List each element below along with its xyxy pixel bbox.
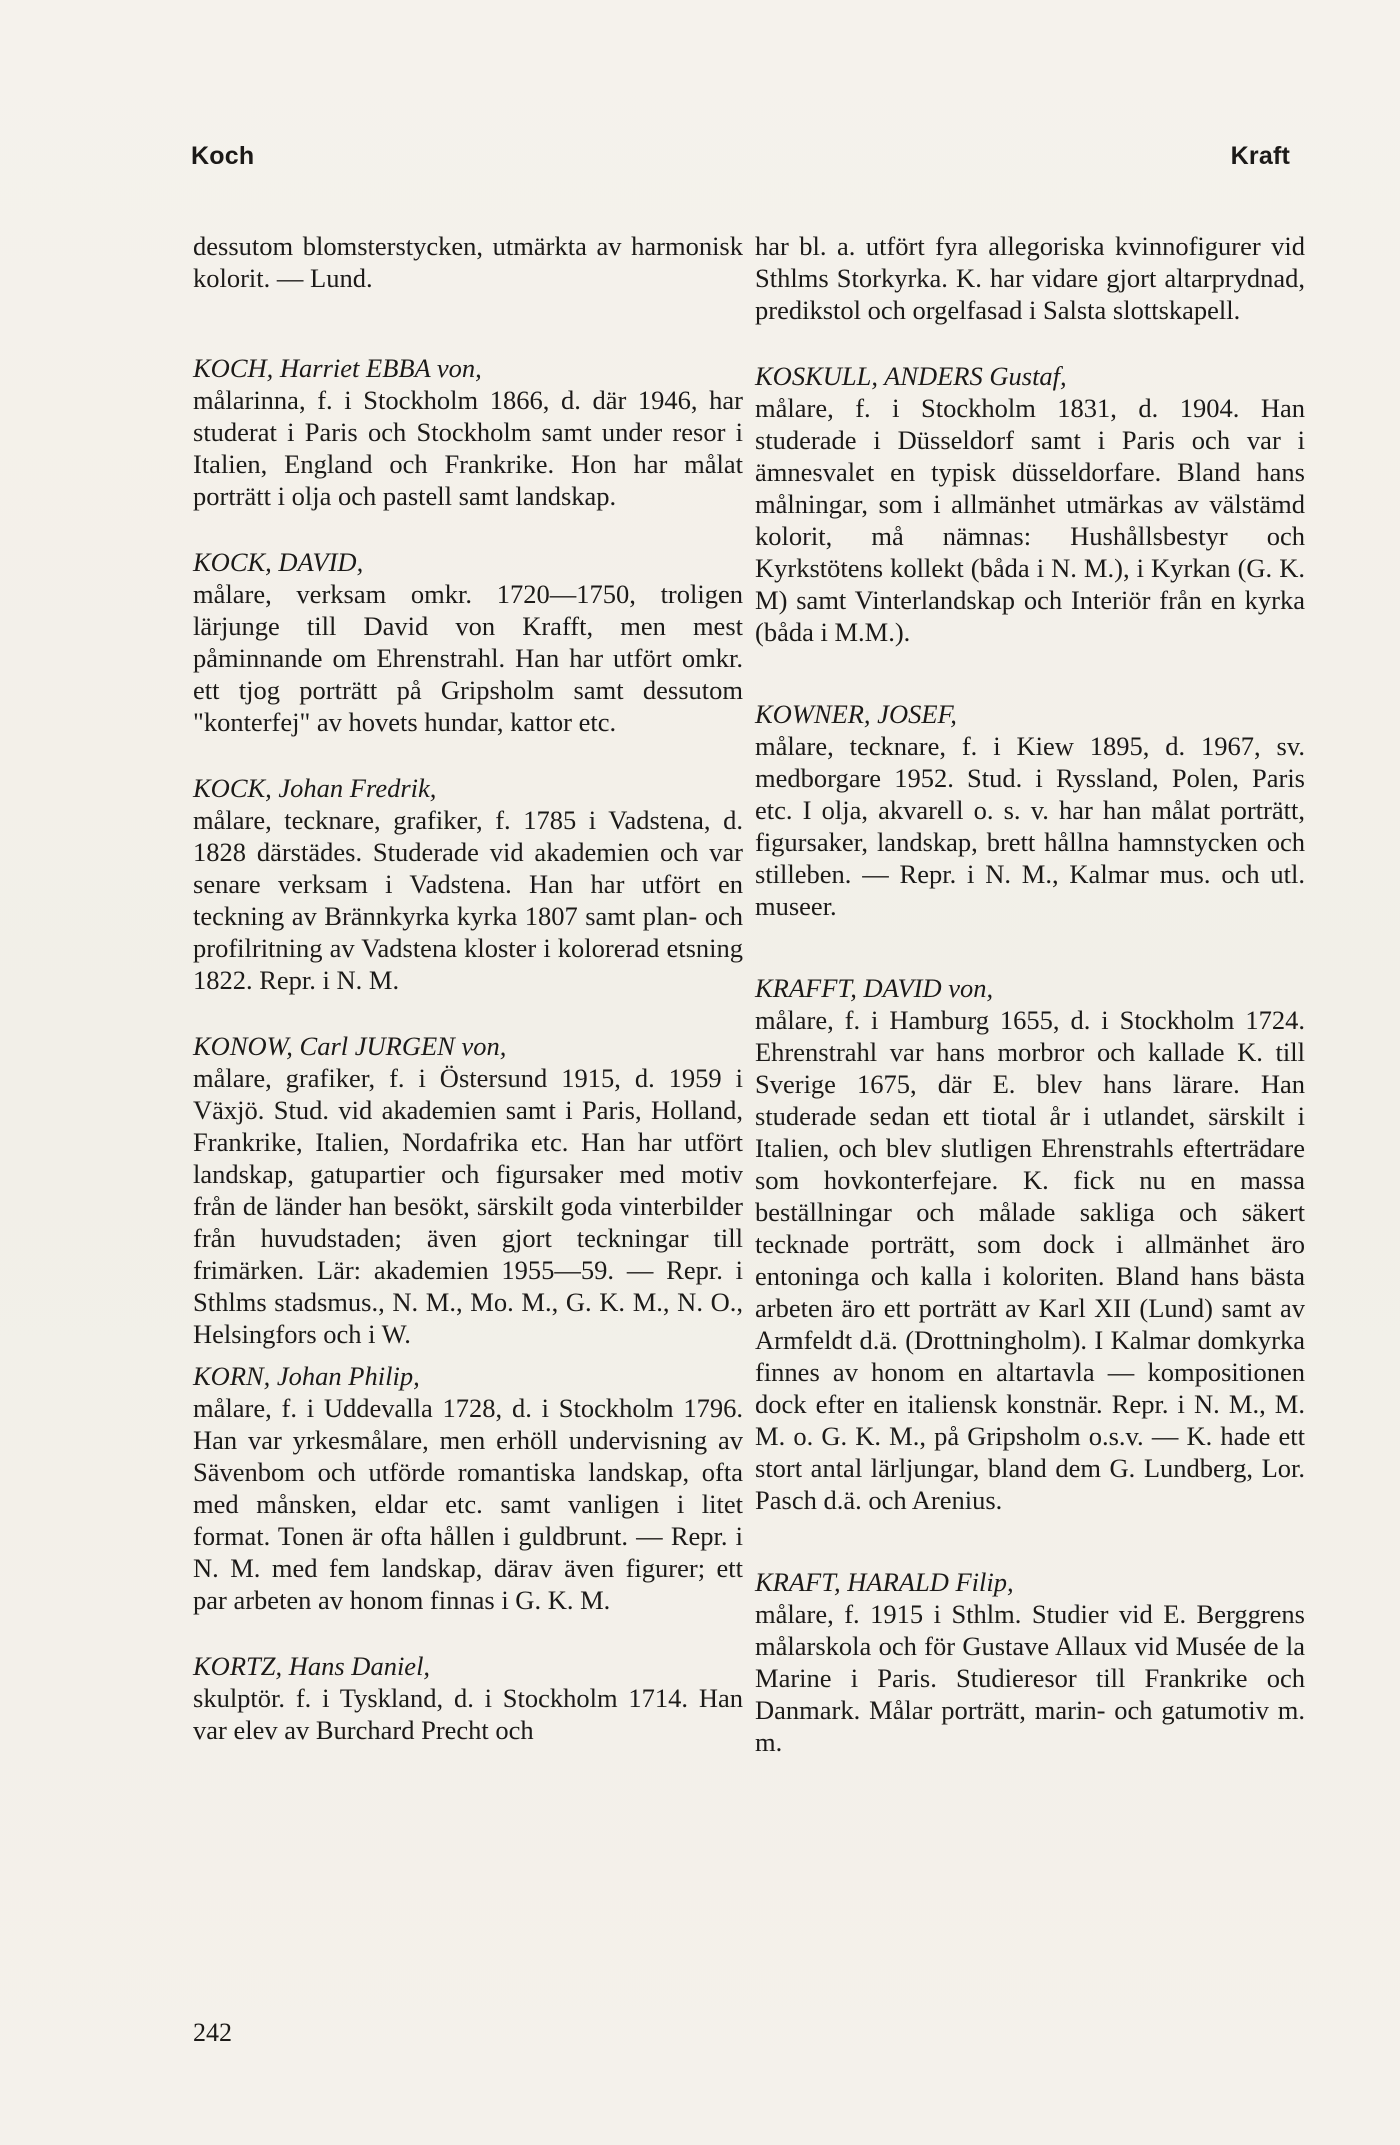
entry-text: målare, verksam omkr. 1720—1750, troligen lärjunge till David von Krafft, men mest påminnande om Ehrenstrahl. Han har utfört omkr. ett tjog porträtt på Gripsholm samt dessutom "konterfej" av hovets hundar, kattor etc. bbox=[193, 579, 743, 737]
entry-text: har bl. a. utfört fyra allegoriska kvinnofigurer vid Sthlms Storkyrka. K. har vidare gjort altarprydnad, predikstol och orgelfasad i Salsta slottskapell. bbox=[755, 231, 1305, 325]
entry bbox=[193, 1650, 743, 1746]
entry-text: målare, tecknare, f. i Kiew 1895, d. 1967, sv. medborgare 1952. Stud. i Ryssland, Polen, Paris etc. I olja, akvarell o. s. v. har han målat porträtt, figursaker, landskap, brett hållna hamnstycken och stilleben. — Repr. i N. M., Kalmar mus. och utl. museer. bbox=[755, 731, 1305, 921]
entry-heading: KOCH, Harriet EBBA von, bbox=[193, 353, 482, 383]
entry bbox=[755, 1566, 1305, 1758]
entry-text: skulptör. f. i Tyskland, d. i Stockholm 1714. Han var elev av Burchard Precht och bbox=[193, 1683, 743, 1745]
entry bbox=[193, 772, 743, 996]
entry-text: målare, tecknare, grafiker, f. 1785 i Vadstena, d. 1828 därstädes. Studerade vid akademien och var senare verksam i Vadstena. Han har utfört en teckning av Brännkyrka kyrka 1807 samt plan- och profilritning av Vadstena kloster i kolorerad etsning 1822. Repr. i N. M. bbox=[193, 805, 743, 995]
entry-text: målare, f. i Uddevalla 1728, d. i Stockholm 1796. Han var yrkesmålare, men erhöll undervisning av Sävenbom och utförde romantiska landskap, ofta med månsken, eldar etc. samt vanligen i litet format. Tonen är ofta hållen i guldbrunt. — Repr. i N. M. med fem landskap, därav även figurer; ett par arbeten av honom finnas i G. K. M. bbox=[193, 1393, 743, 1615]
entry-text: målare, f. i Hamburg 1655, d. i Stockholm 1724. Ehrenstrahl var hans morbror och kallade K. till Sverige 1675, där E. blev hans lärare. Han studerade sedan ett tiotal år i utlandet, särskilt i Italien, och blev slutligen Ehrenstrahls efterträdare som hovkonterfejare. K. fick nu en massa beställningar och målade sakliga och säkert tecknade porträtt, som dock i allmänhet äro entoninga och kalla i koloriten. Bland hans bästa arbeten äro ett porträtt av Karl XII (Lund) samt av Armfeldt d.ä. (Drottningholm). I Kalmar domkyrka finnes av honom en altartavla — kompositionen dock efter en italiensk konstnär. Repr. i N. M., M. M. o. G. K. M., på Gripsholm o.s.v. — K. hade ett stort antal lärljungar, bland dem G. Lundberg, Lor. Pasch d.ä. och Arenius. bbox=[755, 1005, 1305, 1515]
entry-heading: KORN, Johan Philip, bbox=[193, 1361, 420, 1391]
entry-text: målarinna, f. i Stockholm 1866, d. där 1946, har studerat i Paris och Stockholm samt under resor i Italien, England och Frankrike. Hon har målat porträtt i olja och pastell samt landskap. bbox=[193, 385, 743, 511]
entry bbox=[755, 230, 1305, 326]
entry-heading: KRAFT, HARALD Filip, bbox=[755, 1567, 1014, 1597]
entry-text: målare, grafiker, f. i Östersund 1915, d. 1959 i Växjö. Stud. vid akademien samt i Paris, Holland, Frankrike, Italien, Nordafrika etc. Han har utfört landskap, gatupartier och figursaker med motiv från de länder han besökt, särskilt goda vinterbilder från huvudstaden; även gjort teckningar till frimärken. Lär: akademien 1955—59. — Repr. i Sthlms stadsmus., N. M., Mo. M., G. K. M., N. O., Helsingfors och i W. bbox=[193, 1063, 743, 1349]
page-number: 242 bbox=[193, 2018, 232, 2047]
entry-heading: KOCK, DAVID, bbox=[193, 547, 364, 577]
right-column bbox=[755, 230, 1305, 1786]
entry-heading: KONOW, Carl JURGEN von, bbox=[193, 1031, 507, 1061]
entry-text: målare, f. 1915 i Sthlm. Studier vid E. Berggrens målarskola och för Gustave Allaux vid Musée de la Marine i Paris. Studieresor till Frankrike och Danmark. Målar porträtt, marin- och gatumotiv m. m. bbox=[755, 1599, 1305, 1757]
running-head-right: Kraft bbox=[1230, 142, 1290, 170]
entry bbox=[755, 972, 1305, 1516]
entry-heading: KOSKULL, ANDERS Gustaf, bbox=[755, 361, 1067, 391]
entry bbox=[193, 1360, 743, 1616]
entry-text: dessutom blomsterstycken, utmärkta av harmonisk kolorit. — Lund. bbox=[193, 231, 743, 293]
entry-heading: KRAFFT, DAVID von, bbox=[755, 973, 994, 1003]
entry bbox=[755, 360, 1305, 648]
running-head-left: Koch bbox=[191, 142, 255, 170]
entry bbox=[755, 698, 1305, 922]
left-column bbox=[193, 230, 743, 1774]
entry bbox=[193, 546, 743, 738]
entry bbox=[193, 352, 743, 512]
entry bbox=[193, 1030, 743, 1350]
entry bbox=[193, 230, 743, 294]
entry-heading: KOWNER, JOSEF, bbox=[755, 699, 957, 729]
entry-heading: KORTZ, Hans Daniel, bbox=[193, 1651, 431, 1681]
entry-heading: KOCK, Johan Fredrik, bbox=[193, 773, 437, 803]
entry-text: målare, f. i Stockholm 1831, d. 1904. Han studerade i Düsseldorf samt i Paris och var i ämnesvalet en typisk düsseldorfare. Bland hans målningar, som i allmänhet utmärkas av välstämd kolorit, må nämnas: Hushållsbestyr och Kyrkstötens kollekt (båda i N. M.), i Kyrkan (G. K. M) samt Vinterlandskap och Interiör från en kyrka (båda i M.M.). bbox=[755, 393, 1305, 647]
